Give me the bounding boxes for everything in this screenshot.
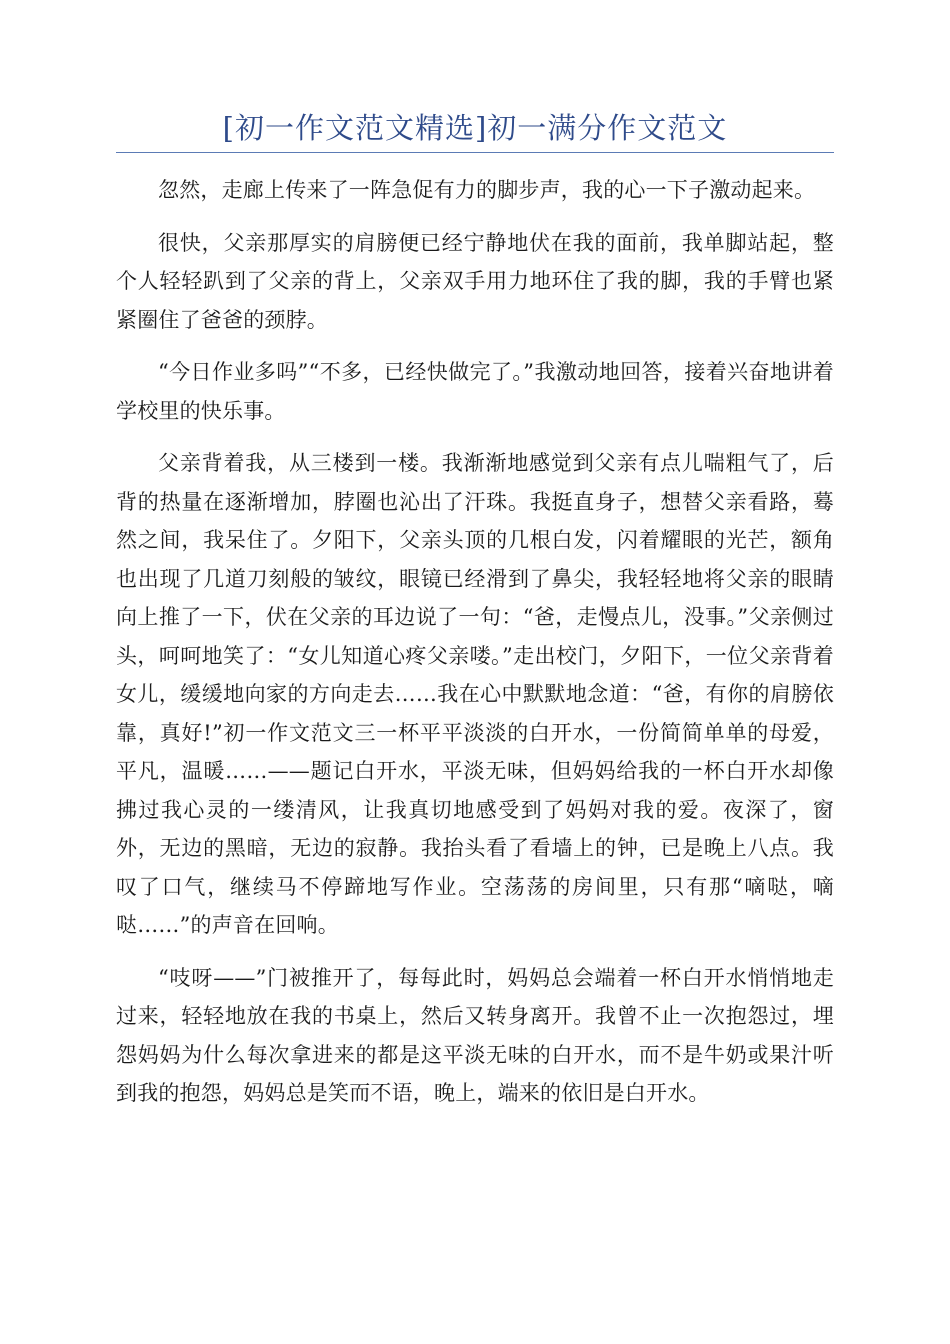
paragraph: 忽然，走廊上传来了一阵急促有力的脚步声，我的心一下子激动起来。 [158, 178, 816, 202]
page-title: [初一作文范文精选]初一满分作文范文 [116, 108, 834, 153]
paragraph: “吱呀——”门被推开了，每每此时，妈妈总会端着一杯白开水悄悄地走过来，轻轻地放在我的书桌上，然后又转身离开。我曾不止一次抱怨过，埋怨妈妈为什么每次拿进来的都是这平淡无味的白开水，而不是牛奶或果汁听到我的抱怨，妈妈总是笑而不语，晚上，端来的依旧是白开水。 [116, 965, 834, 1105]
paragraph: 很快，父亲那厚实的肩膀便已经宁静地伏在我的面前，我单脚站起，整个人轻轻趴到了父亲的背上，父亲双手用力地环住了我的脚，我的手臂也紧紧圈住了爸爸的颈脖。 [116, 230, 834, 332]
document-body [116, 171, 834, 1113]
document-page [116, 108, 834, 1127]
paragraph: “今日作业多吗”“不多，已经快做完了。”我激动地回答，接着兴奋地讲着学校里的快乐事。 [116, 360, 834, 423]
paragraph: 父亲背着我，从三楼到一楼。我渐渐地感觉到父亲有点儿喘粗气了，后背的热量在逐渐增加，脖圈也沁出了汗珠。我挺直身子，想替父亲看路，蓦然之间，我呆住了。夕阳下，父亲头顶的几根白发，闪着耀眼的光芒，额角也出现了几道刀刻般的皱纹，眼镜已经滑到了鼻尖，我轻轻地将父亲的眼睛向上推了一下，伏在父亲的耳边说了一句：“爸，走慢点儿，没事。”父亲侧过头，呵呵地笑了：“女儿知道心疼父亲喽。”走出校门，夕阳下，一位父亲背着女儿，缓缓地向家的方向走去……我在心中默默地念道：“爸，有你的肩膀依靠，真好!”初一作文范文三一杯平平淡淡的白开水，一份简简单单的母爱，平凡，温暖……——题记白开水，平淡无味，但妈妈给我的一杯白开水却像拂过我心灵的一缕清风，让我真切地感受到了妈妈对我的爱。夜深了，窗外，无边的黑暗，无边的寂静。我抬头看了看墙上的钟，已是晚上八点。我叹了口气，继续马不停蹄地写作业。空荡荡的房间里，只有那“嘀哒，嘀哒……”的声音在回响。 [116, 451, 834, 937]
